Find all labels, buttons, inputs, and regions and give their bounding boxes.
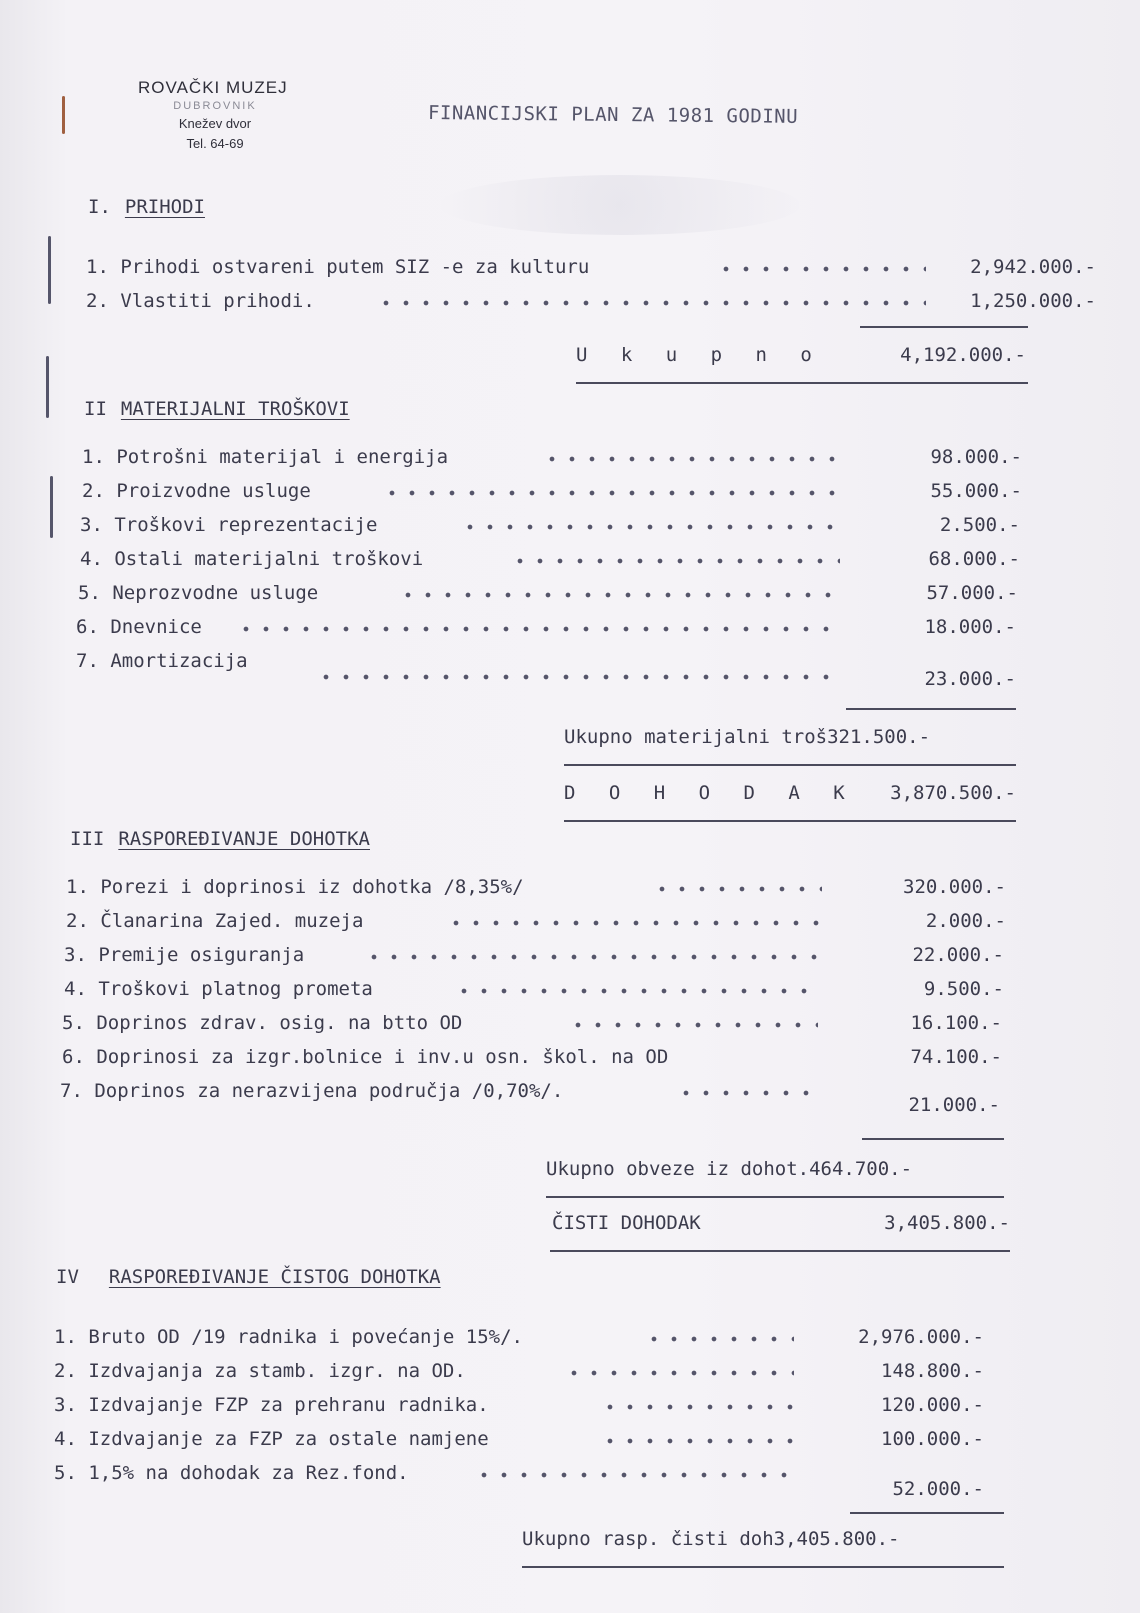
paper-smudge bbox=[440, 175, 800, 235]
section-number: III bbox=[70, 828, 105, 850]
item-label: 4. Ostali materijalni troškovi bbox=[80, 548, 424, 570]
item-label: 2. Članarina Zajed. muzeja bbox=[66, 910, 364, 932]
museum-city: DUBROVNIK bbox=[173, 100, 257, 110]
item-label: 6. Dnevnice bbox=[76, 616, 202, 638]
line-item bbox=[62, 1046, 1012, 1074]
income-total bbox=[564, 782, 1016, 804]
leader-dots bbox=[676, 1090, 816, 1096]
item-label: 3. Troškovi reprezentacije bbox=[80, 514, 378, 536]
item-label: 2. Vlastiti prihodi. bbox=[86, 290, 315, 312]
line-item bbox=[82, 480, 1022, 508]
item-amount: 23.000.- bbox=[924, 668, 1016, 690]
item-amount: 21.000.- bbox=[908, 1094, 1000, 1116]
item-label: 4. Troškovi platnog prometa bbox=[64, 978, 373, 1000]
leader-dots bbox=[316, 674, 836, 680]
underline-rule bbox=[846, 708, 1016, 710]
section-number: IV bbox=[56, 1266, 79, 1288]
total-label: D O H O D A K bbox=[564, 782, 856, 804]
item-label: 3. Izdvajanje FZP za prehranu radnika. bbox=[54, 1394, 489, 1416]
leader-dots bbox=[454, 988, 820, 994]
item-label: 1. Porezi i doprinosi iz dohotka /8,35%/ bbox=[66, 876, 524, 898]
line-item bbox=[64, 978, 1014, 1006]
leader-dots bbox=[652, 886, 822, 892]
item-amount: 18.000.- bbox=[924, 616, 1016, 638]
section-title: RASPOREĐIVANJE ČISTOG DOHOTKA bbox=[108, 1266, 441, 1288]
subtotal-income bbox=[576, 344, 1026, 366]
leader-dots bbox=[382, 490, 842, 496]
line-item bbox=[82, 446, 1022, 474]
pin-mark bbox=[50, 476, 53, 538]
total-amount: 3,405.800.- bbox=[773, 1528, 900, 1550]
leader-dots bbox=[542, 456, 842, 462]
total-amount: 4,192.000.- bbox=[900, 344, 1026, 366]
leader-dots bbox=[564, 1370, 794, 1376]
leader-dots bbox=[510, 558, 840, 564]
item-amount: 22.000.- bbox=[912, 944, 1004, 966]
underline-rule bbox=[860, 326, 1028, 328]
item-amount: 74.100.- bbox=[910, 1046, 1002, 1068]
line-item bbox=[54, 1394, 1004, 1422]
section-heading-material-costs bbox=[84, 398, 350, 420]
item-label: 4. Izdvajanje za FZP za ostale namjene bbox=[54, 1428, 489, 1450]
item-label: 5. 1,5% na dohodak za Rez.fond. bbox=[54, 1462, 409, 1484]
item-amount: 2,976.000.- bbox=[858, 1326, 984, 1348]
leader-dots bbox=[474, 1472, 794, 1478]
total-label: Ukupno obveze iz dohot. bbox=[546, 1158, 810, 1180]
leader-dots bbox=[376, 300, 926, 306]
item-amount: 68.000.- bbox=[928, 548, 1020, 570]
line-item bbox=[78, 582, 1018, 610]
section-title: PRIHODI bbox=[124, 196, 205, 218]
item-amount: 2.500.- bbox=[939, 514, 1020, 536]
line-item bbox=[76, 616, 1016, 644]
leader-dots bbox=[644, 1336, 794, 1342]
item-amount: 57.000.- bbox=[926, 582, 1018, 604]
pin-mark bbox=[46, 356, 49, 418]
item-label: 2. Proizvodne usluge bbox=[82, 480, 311, 502]
item-amount: 148.800.- bbox=[881, 1360, 984, 1382]
line-item bbox=[86, 256, 1096, 284]
item-amount: 55.000.- bbox=[930, 480, 1022, 502]
item-label: 5. Doprinos zdrav. osig. na btto OD bbox=[62, 1012, 463, 1034]
leader-dots bbox=[568, 1022, 818, 1028]
leader-dots bbox=[600, 1438, 794, 1444]
leader-dots bbox=[600, 1404, 794, 1410]
total-label: Ukupno materijalni troš bbox=[564, 726, 828, 748]
item-amount: 2,942.000.- bbox=[970, 256, 1096, 278]
line-item bbox=[86, 290, 1096, 318]
total-label: ČISTI DOHODAK bbox=[552, 1212, 701, 1234]
total-amount: 464.700.- bbox=[809, 1158, 913, 1180]
subtotal-net-distribution bbox=[522, 1528, 1004, 1550]
section-number: I. bbox=[88, 196, 111, 218]
item-label: 1. Potrošni materijal i energija bbox=[82, 446, 449, 468]
underline-rule bbox=[850, 1512, 1004, 1514]
line-item bbox=[64, 944, 1014, 972]
line-item bbox=[66, 910, 1016, 938]
item-label: 7. Doprinos za nerazvijena područja /0,70%/. bbox=[60, 1080, 564, 1102]
item-amount: 9.500.- bbox=[923, 978, 1004, 1000]
item-label: 7. Amortizacija bbox=[76, 650, 248, 672]
total-amount: 3,870.500.- bbox=[890, 782, 1016, 804]
line-item bbox=[54, 1428, 1004, 1456]
museum-phone: Tel. 64-69 bbox=[186, 136, 244, 151]
section-number: II bbox=[84, 398, 107, 420]
item-amount: 52.000.- bbox=[892, 1478, 984, 1500]
leader-dots bbox=[446, 920, 822, 926]
item-amount: 100.000.- bbox=[881, 1428, 984, 1450]
item-label: 1. Prihodi ostvareni putem SIZ -e za kulturu bbox=[86, 256, 590, 278]
item-amount: 2.000.- bbox=[925, 910, 1006, 932]
total-rule bbox=[550, 1250, 1010, 1252]
line-item bbox=[60, 1080, 1010, 1116]
line-item bbox=[80, 514, 1020, 542]
section-heading-net-income-distribution bbox=[56, 1266, 441, 1288]
leader-dots bbox=[236, 626, 836, 632]
item-label: 2. Izdvajanja za stamb. izgr. na OD. bbox=[54, 1360, 466, 1382]
subtotal-obligations bbox=[546, 1158, 1004, 1180]
line-item bbox=[66, 876, 1016, 904]
item-amount: 120.000.- bbox=[881, 1394, 984, 1416]
section-heading-income-distribution bbox=[70, 828, 370, 850]
item-amount: 98.000.- bbox=[930, 446, 1022, 468]
net-income-total bbox=[552, 1212, 1010, 1234]
line-item bbox=[54, 1462, 1004, 1500]
item-label: 3. Premije osiguranja bbox=[64, 944, 305, 966]
item-label: 5. Neprozvodne usluge bbox=[78, 582, 319, 604]
total-rule bbox=[576, 382, 1028, 384]
rust-mark bbox=[62, 96, 65, 134]
total-rule bbox=[564, 820, 1016, 822]
section-heading-income bbox=[88, 196, 205, 218]
underline-rule bbox=[862, 1138, 1004, 1140]
item-label: 6. Doprinosi za izgr.bolnice i inv.u osn. škol. na OD bbox=[62, 1046, 669, 1068]
line-item bbox=[62, 1012, 1012, 1040]
line-item bbox=[80, 548, 1020, 576]
leader-dots bbox=[460, 524, 840, 530]
total-rule bbox=[522, 1566, 1004, 1568]
section-title: MATERIJALNI TROŠKOVI bbox=[120, 398, 350, 420]
museum-address: Knežev dvor bbox=[178, 116, 252, 131]
subtotal-material-costs bbox=[564, 726, 1016, 748]
section-title: RASPOREĐIVANJE DOHOTKA bbox=[118, 828, 370, 850]
total-rule bbox=[564, 764, 1016, 766]
line-item bbox=[54, 1326, 1004, 1354]
total-label: Ukupno rasp. čisti doh bbox=[522, 1528, 774, 1550]
line-item bbox=[76, 650, 1016, 690]
museum-name: ROVAČKI MUZEJ bbox=[138, 78, 288, 97]
letterhead bbox=[120, 78, 310, 151]
total-amount: 3,405.800.- bbox=[884, 1212, 1010, 1234]
line-item bbox=[54, 1360, 1004, 1388]
pin-mark bbox=[48, 236, 51, 304]
leader-dots bbox=[364, 954, 820, 960]
total-rule bbox=[546, 1196, 1004, 1198]
item-amount: 16.100.- bbox=[910, 1012, 1002, 1034]
leader-dots bbox=[398, 592, 838, 598]
item-label: 1. Bruto OD /19 radnika i povećanje 15%/. bbox=[54, 1326, 523, 1348]
item-amount: 320.000.- bbox=[903, 876, 1006, 898]
total-amount: 321.500.- bbox=[827, 726, 931, 748]
document-title: FINANCIJSKI PLAN ZA 1981 GODINU bbox=[427, 102, 799, 128]
item-amount: 1,250.000.- bbox=[970, 290, 1096, 312]
total-label: U k u p n o bbox=[576, 344, 823, 366]
